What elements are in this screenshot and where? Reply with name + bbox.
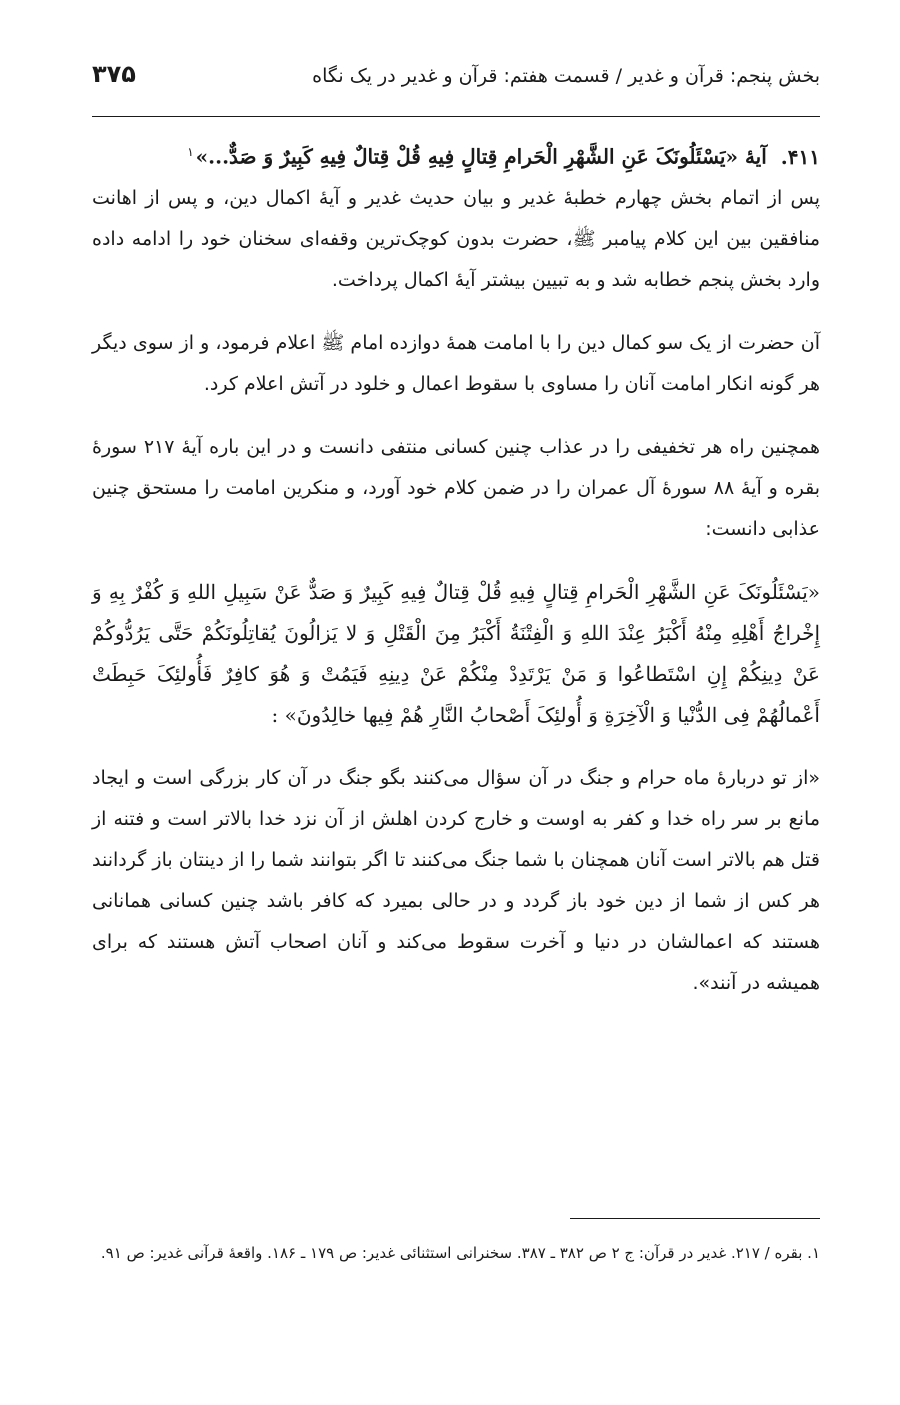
page-body [92,60,820,1004]
footnote-reference[interactable]: ۱ [187,145,194,159]
section-heading [92,135,820,174]
footnote-divider [570,1218,820,1219]
paragraph-1: پس از اتمام بخش چهارم خطبۀ غدیر و بیان حدیث غدیر و آیۀ اکمال دین، و پس از اهانت منافقین بین این کلام پیامبر ﷺ، حضرت بدون کوچک‌ترین وقفه‌ای سخنان خود را ادامه داده وارد بخش پنجم خطابه شد و به تبیین بیشتر آیۀ اکمال پرداخت. [92,186,820,291]
footnote-text: ۱. بقره / ۲۱۷. غدیر در قرآن: ج ۲ ص ۳۸۲ ـ ۳۸۷. سخنرانی استثنائی غدیر: ص ۱۷۹ ـ ۱۸۶. واقعۀ قرآنی غدیر: ص ۹۱. [100,1244,820,1262]
running-header [92,60,820,117]
paragraph-3: همچنین راه هر تخفیفی را در عذاب چنین کسانی منتفی دانست و در این باره آیۀ ۲۱۷ سورۀ بقره و آیۀ ۸۸ سورۀ آل عمران را در ضمن کلام خود آورد، و منکرین امامت را مستحق چنین عذابی دانست: [92,435,820,540]
quran-verse: «یَسْئَلُونَکَ عَنِ الشَّهْرِ الْحَرامِ قِتالٍ فِیهِ قُلْ قِتالٌ فِیهِ کَبِیرٌ وَ صَدٌّ عَنْ سَبِیلِ اللهِ وَ کُفْرٌ بِهِ وَ إِخْراجُ أَهْلِهِ مِنْهُ أَکْبَرُ عِنْدَ اللهِ وَ الْفِتْنَةُ أَکْبَرُ مِنَ الْقَتْلِ وَ لا یَزالُونَ یُقاتِلُونَکُمْ حَتَّى یَرُدُّوکُمْ عَنْ دِینِکُمْ إِنِ اسْتَطاعُوا وَ مَنْ یَرْتَدِدْ مِنْکُمْ عَنْ دِینِهِ فَیَمُتْ وَ هُوَ کافِرٌ فَأُولئِکَ حَبِطَتْ أَعْمالُهُمْ فِی الدُّنْیا وَ الْآخِرَةِ وَ أُولئِکَ أَصْحابُ النَّارِ هُمْ فِیها خالِدُونَ» : [92,579,820,727]
section-number: ۴۱۱. [780,144,820,169]
running-header-title: بخش پنجم: قرآن و غدیر / قسمت هفتم: قرآن و غدیر در یک نگاه [312,65,820,87]
page-number: ۳۷۵ [92,60,136,88]
paragraph-2: آن حضرت از یک سو کمال دین را با امامت همۀ دوازده امام ﷺ اعلام فرمود، و از سوی دیگر هر گونه انکار امامت آنان را مساوی با سقوط اعمال و خلود در آتش اعلام کرد. [92,331,820,395]
section-title: آیۀ «یَسْئَلُونَکَ عَنِ الشَّهْرِ الْحَرامِ قِتالٍ فِیهِ قُلْ قِتالٌ فِیهِ کَبِیرٌ وَ صَدٌّ...» [195,144,767,169]
verse-translation: «از تو دربارۀ ماه حرام و جنگ در آن سؤال می‌کنند بگو جنگ در آن کار بزرگی است و ایجاد مانع بر سر راه خدا و کفر به اوست و خارج کردن اهلش از آن نزد خدا بالاتر است و فتنه از قتل هم بالاتر است آنان همچنان با شما جنگ می‌کنند تا اگر بتوانند شما را از دینتان باز گردانند هر کس از شما از دین خود باز گردد و در حالی بمیرد که کافر باشد چنین کسانی همانانی هستند که اعمالشان در دنیا و آخرت سقوط می‌کند و آنان اصحاب آتش هستند که برای همیشه در آنند». [92,766,820,994]
